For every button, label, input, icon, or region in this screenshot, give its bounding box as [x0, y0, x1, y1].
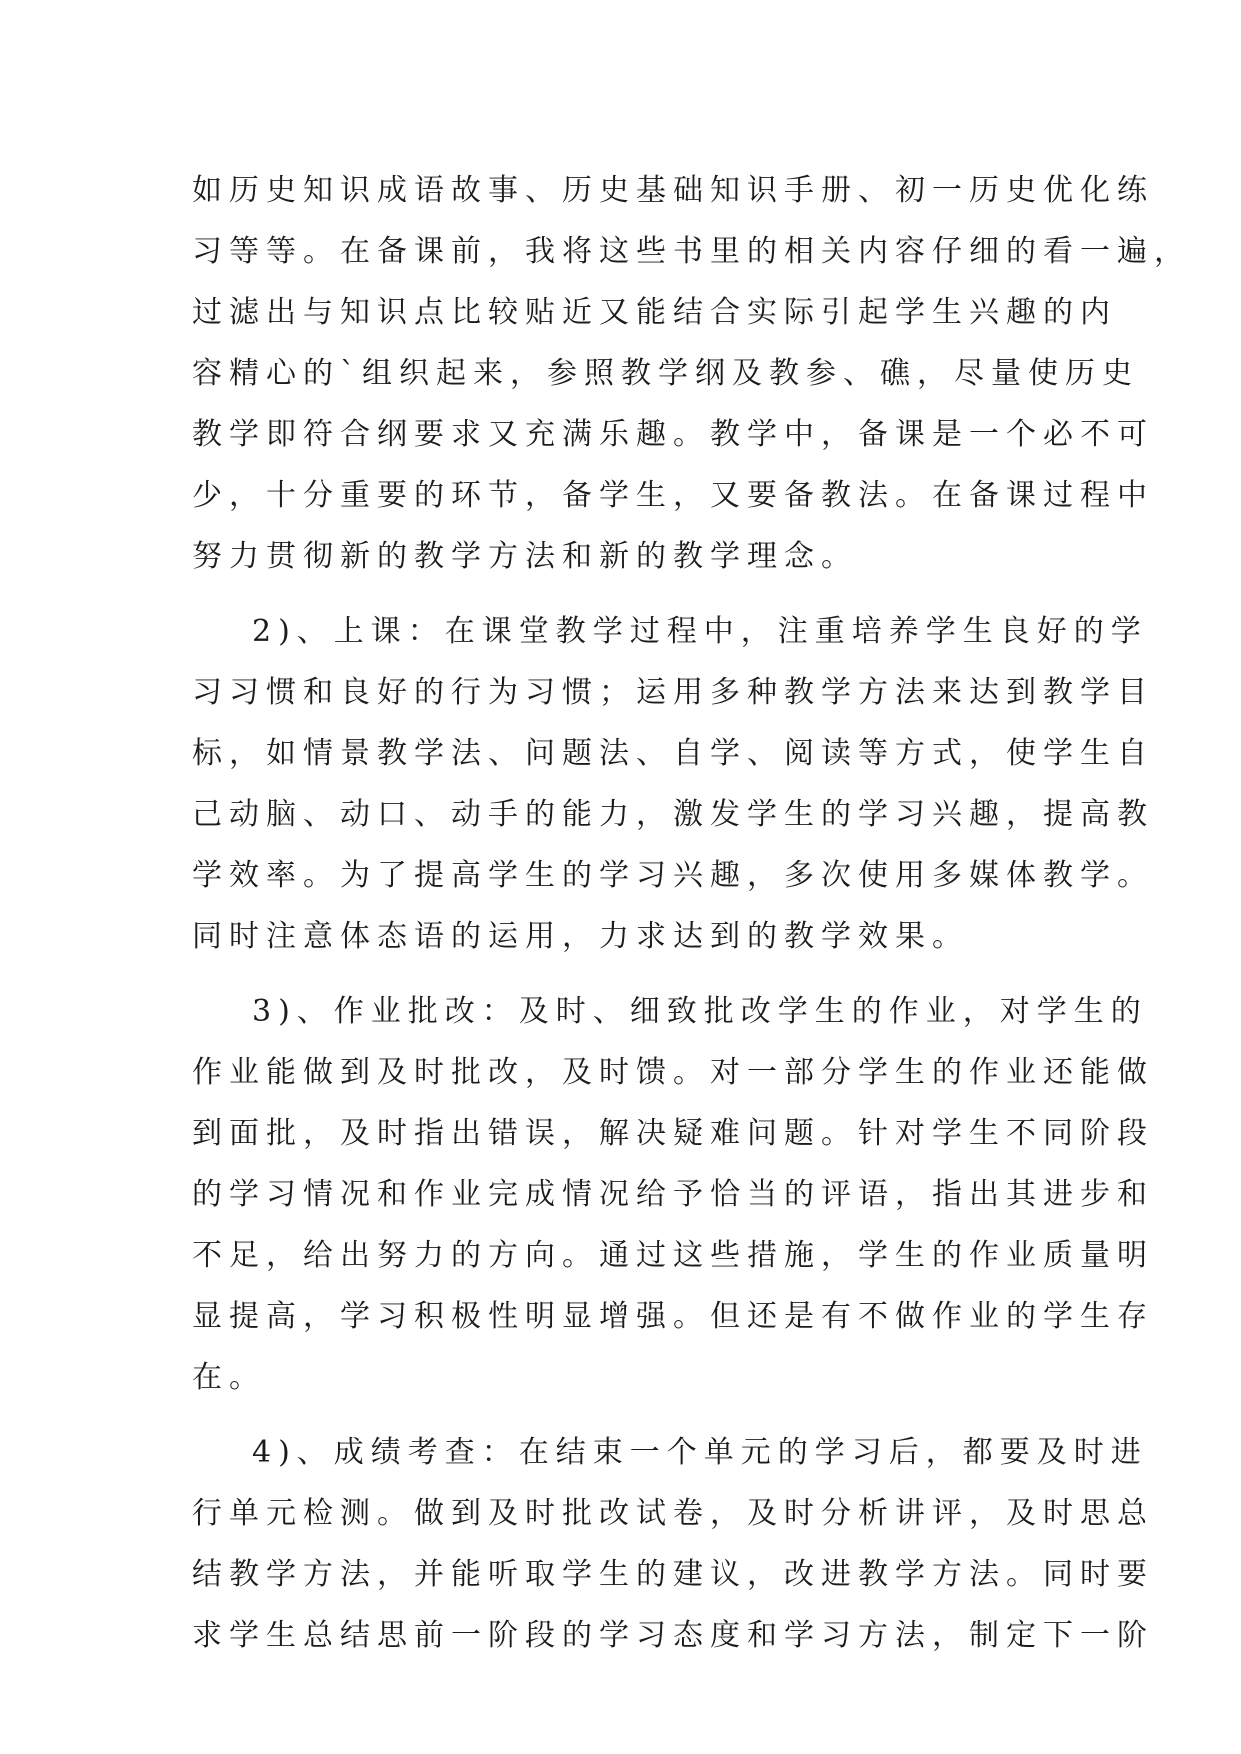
body-text — [192, 160, 1191, 1666]
text-line: 不足，给出努力的方向。通过这些措施，学生的作业质量明 — [192, 1238, 1154, 1273]
text-line: 结教学方法，并能听取学生的建议，改进教学方法。同时要 — [192, 1557, 1154, 1592]
text-line: 教学即符合纲要求又充满乐趣。教学中，备课是一个必不可 — [192, 417, 1154, 452]
text-line: 到面批，及时指出错误，解决疑难问题。针对学生不同阶段 — [192, 1116, 1154, 1151]
text-line: 3)、作业批改：及时、细致批改学生的作业，对学生的 — [252, 994, 1148, 1029]
text-line: 在。 — [192, 1360, 266, 1395]
text-line: 习习惯和良好的行为习惯；运用多种教学方法来达到教学目 — [192, 675, 1154, 710]
text-line: 过滤出与知识点比较贴近又能结合实际引起学生兴趣的内 — [192, 295, 1117, 330]
paragraph-assessment — [192, 1422, 1154, 1666]
text-line: 同时注意体态语的运用，力求达到的教学效果。 — [192, 919, 969, 954]
text-line: 的学习情况和作业完成情况给予恰当的评语，指出其进步和 — [192, 1177, 1154, 1212]
paragraph-preparation — [192, 160, 1191, 587]
paragraph-homework — [192, 981, 1154, 1408]
text-line: 标，如情景教学法、问题法、自学、阅读等方式，使学生自 — [192, 736, 1154, 771]
text-line: 求学生总结思前一阶段的学习态度和学习方法，制定下一阶 — [192, 1618, 1154, 1653]
text-line: 4)、成绩考查：在结束一个单元的学习后，都要及时进 — [252, 1435, 1148, 1470]
text-line: 显提高，学习积极性明显增强。但还是有不做作业的学生存 — [192, 1299, 1154, 1334]
text-line: 努力贯彻新的教学方法和新的教学理念。 — [192, 539, 858, 574]
text-line: 学效率。为了提高学生的学习兴趣，多次使用多媒体教学。 — [192, 858, 1154, 893]
text-line: 容精心的`组织起来，参照教学纲及教参、礁，尽量使历史 — [192, 356, 1139, 391]
text-line: 如历史知识成语故事、历史基础知识手册、初一历史优化练 — [192, 173, 1154, 208]
text-line: 2)、上课：在课堂教学过程中，注重培养学生良好的学 — [252, 614, 1148, 649]
paragraph-teaching — [192, 601, 1154, 967]
text-line: 习等等。在备课前，我将这些书里的相关内容仔细的看一遍， — [192, 234, 1191, 269]
text-line: 少，十分重要的环节，备学生，又要备教法。在备课过程中 — [192, 478, 1154, 513]
text-line: 行单元检测。做到及时批改试卷，及时分析讲评，及时思总 — [192, 1496, 1154, 1531]
text-line: 作业能做到及时批改，及时馈。对一部分学生的作业还能做 — [192, 1055, 1154, 1090]
text-line: 己动脑、动口、动手的能力，激发学生的学习兴趣，提高教 — [192, 797, 1154, 832]
